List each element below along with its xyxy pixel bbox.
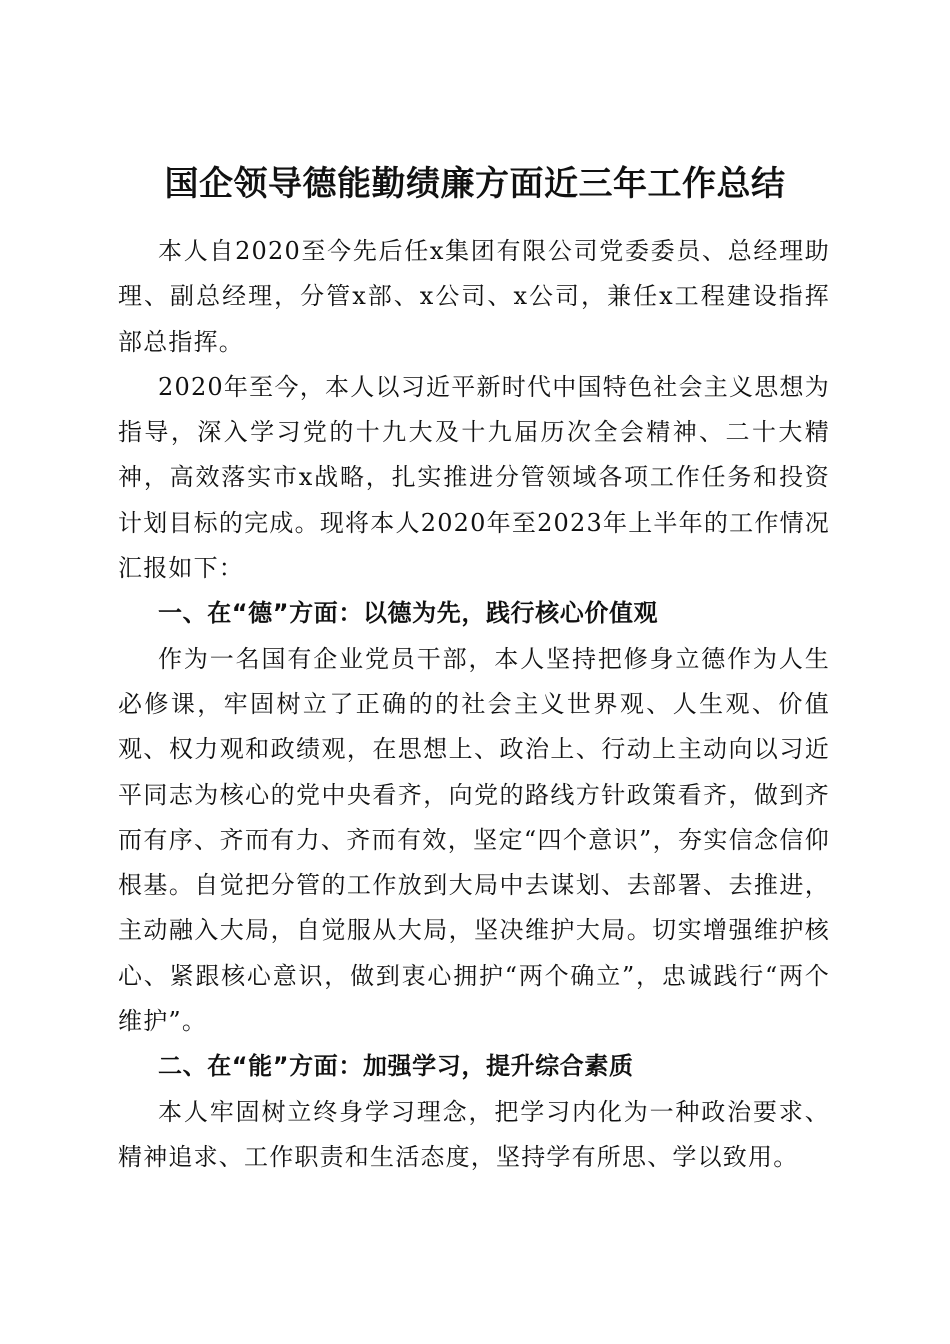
overview-paragraph: 2020年至今，本人以习近平新时代中国特色社会主义思想为指导，深入学习党的十九大及十九届历次全会精神、二十大精神，高效落实市x战略，扎实推进分管领域各项工作任务和投资计划目标的完成。现将本人2020年至2023年上半年的工作情况汇报如下： [118,372,830,583]
section-paragraph-de: 作为一名国有企业党员干部，本人坚持把修身立德作为人生必修课，牢固树立了正确的的社会主义世界观、人生观、价值观、权力观和政绩观，在思想上、政治上、行动上主动向以习近平同志为核心的党中央看齐，向党的路线方针政策看齐，做到齐而有序、齐而有力、齐而有效，坚定“四个意识”，夯实信念信仰根基。自觉把分管的工作放到大局中去谋划、去部署、去推进，主动融入大局，自觉服从大局，坚决维护大局。切实增强维护核心、紧跟核心意识，做到衷心拥护“两个确立”，忠诚践行“两个维护”。 [118,644,830,1036]
section-heading-neng: 二、在“能”方面：加强学习，提升综合素质 [158,1052,634,1081]
document-title: 国企领导德能勤绩廉方面近三年工作总结 [164,163,786,204]
section-heading-de: 一、在“德”方面：以德为先，践行核心价值观 [158,599,659,628]
document-body [118,229,830,1180]
section-paragraph-neng: 本人牢固树立终身学习理念，把学习内化为一种政治要求、精神追求、工作职责和生活态度，坚持学有所思、学以致用。 [118,1097,830,1171]
intro-paragraph: 本人自2020至今先后任x集团有限公司党委委员、总经理助理、副总经理，分管x部、x公司、x公司，兼任x工程建设指挥部总指挥。 [118,237,830,356]
